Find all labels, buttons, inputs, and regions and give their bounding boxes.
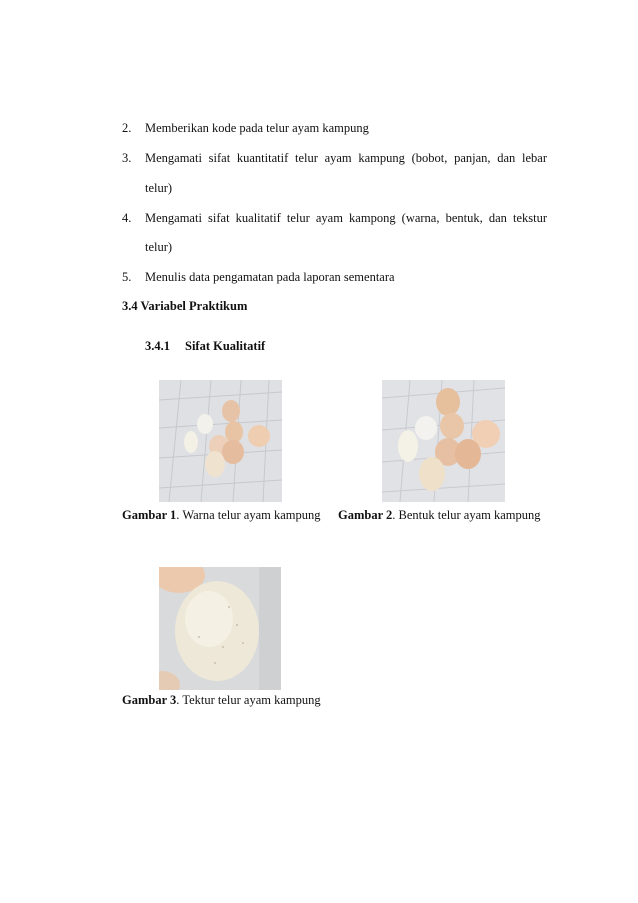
figure-3-text: . Tektur telur ayam kampung <box>176 693 321 707</box>
step-number-4: 4. <box>122 211 132 225</box>
step-text-2: Memberikan kode pada telur ayam kampung <box>145 121 369 135</box>
egg-shape-photo <box>382 380 505 502</box>
step-text-5: Menulis data pengamatan pada laporan sementara <box>145 270 395 284</box>
step-text-4-line1: Mengamati sifat kualitatif telur ayam kampong (warna, bentuk, dan tekstur <box>145 211 547 225</box>
egg-texture-photo <box>159 567 281 690</box>
step-text-4-line2: telur) <box>145 240 173 254</box>
step-number-5: 5. <box>122 270 132 284</box>
figure-2-label: Gambar 2 <box>338 508 393 522</box>
egg-color-photo <box>159 380 282 502</box>
step-number-3: 3. <box>122 151 132 165</box>
step-number-2: 2. <box>122 121 132 135</box>
figure-1-text: . Warna telur ayam kampung <box>176 508 321 522</box>
subsection-title: Sifat Kualitatif <box>185 339 266 353</box>
step-text-3-line1: Mengamati sifat kuantitatif telur ayam kampung (bobot, panjan, dan lebar <box>145 151 547 165</box>
figure-1-label: Gambar 1 <box>122 508 177 522</box>
figure-3-label: Gambar 3 <box>122 693 177 707</box>
figure-2-text: . Bentuk telur ayam kampung <box>392 508 541 522</box>
section-heading: 3.4 Variabel Praktikum <box>122 299 248 313</box>
figure-3-caption <box>122 693 321 708</box>
figure-2-caption <box>338 508 541 523</box>
subsection-number: 3.4.1 <box>145 339 170 353</box>
step-text-3-line2: telur) <box>145 181 173 195</box>
figure-1-caption <box>122 508 321 523</box>
